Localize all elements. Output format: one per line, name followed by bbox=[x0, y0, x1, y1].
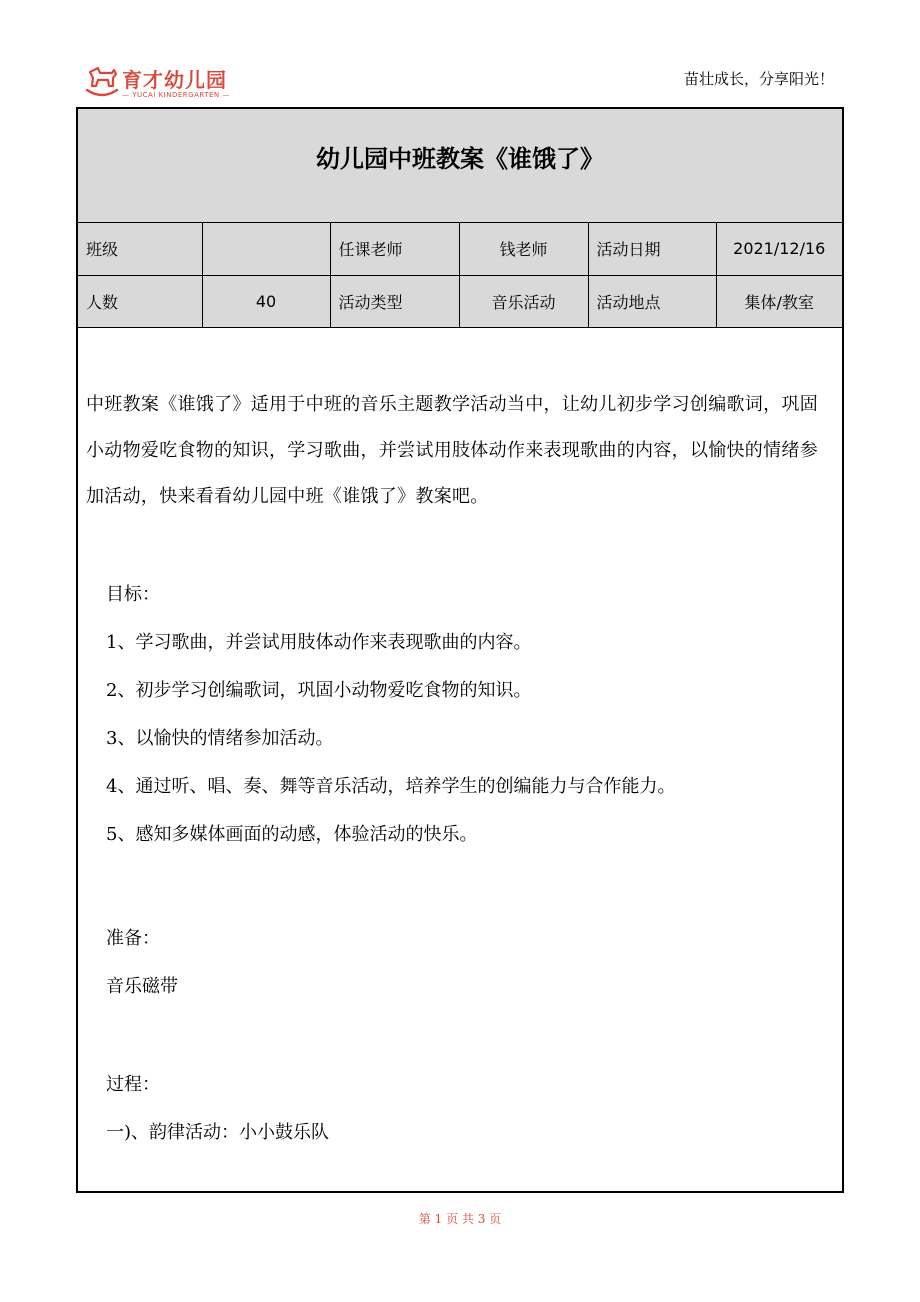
logo-name: 育才幼儿园 bbox=[122, 68, 227, 92]
teacher-value: 钱老师 bbox=[459, 223, 588, 275]
table-row bbox=[78, 223, 842, 275]
date-value: 2021/12/16 bbox=[716, 223, 842, 275]
lesson-plan-frame bbox=[76, 107, 844, 1193]
type-value: 音乐活动 bbox=[459, 275, 588, 327]
title-cell bbox=[78, 109, 842, 223]
rocking-horse-icon bbox=[84, 64, 120, 100]
type-label: 活动类型 bbox=[330, 275, 459, 327]
page-header bbox=[76, 60, 844, 104]
slogan: 苗壮成长，分享阳光！ bbox=[683, 70, 834, 88]
prep-text: 音乐磁带 bbox=[106, 976, 178, 997]
goal-item: 4、通过听、唱、奏、舞等音乐活动，培养学生的创编能力与合作能力。 bbox=[106, 776, 676, 797]
goal-item: 3、以愉快的情绪参加活动。 bbox=[106, 728, 334, 749]
table-row bbox=[78, 275, 842, 327]
process-heading: 过程： bbox=[106, 1074, 160, 1095]
goal-item: 1、学习歌曲，并尝试用肢体动作来表现歌曲的内容。 bbox=[106, 632, 532, 653]
goal-item: 2、初步学习创编歌词，巩固小动物爱吃食物的知识。 bbox=[106, 680, 532, 701]
date-label: 活动日期 bbox=[588, 223, 716, 275]
count-label: 人数 bbox=[78, 275, 202, 327]
intro-paragraph: 中班教案《谁饿了》适用于中班的音乐主题教学活动当中，让幼儿初步学习创编歌词，巩固小动物爱吃食物的知识，学习歌曲，并尝试用肢体动作来表现歌曲的内容，以愉快的情绪参加活动，快来看看幼儿园中班《谁饿了》教案吧。 bbox=[86, 394, 818, 507]
logo bbox=[84, 62, 244, 102]
logo-subtitle: — YUCAI KINDERGARTEN — bbox=[122, 91, 230, 99]
process-step: 一)、韵律活动：小小鼓乐队 bbox=[106, 1122, 330, 1143]
teacher-label: 任课老师 bbox=[330, 223, 459, 275]
location-value: 集体/教室 bbox=[716, 275, 842, 327]
class-label: 班级 bbox=[78, 223, 202, 275]
goal-item: 5、感知多媒体画面的动感，体验活动的快乐。 bbox=[106, 824, 478, 845]
location-label: 活动地点 bbox=[588, 275, 716, 327]
info-table bbox=[78, 223, 842, 328]
page-title: 幼儿园中班教案《谁饿了》 bbox=[316, 145, 604, 173]
goals-heading: 目标： bbox=[106, 584, 160, 605]
prep-heading: 准备： bbox=[106, 928, 160, 949]
class-value bbox=[202, 223, 330, 275]
count-value: 40 bbox=[202, 275, 330, 327]
page-number: 第 1 页 共 3 页 bbox=[418, 1212, 502, 1226]
